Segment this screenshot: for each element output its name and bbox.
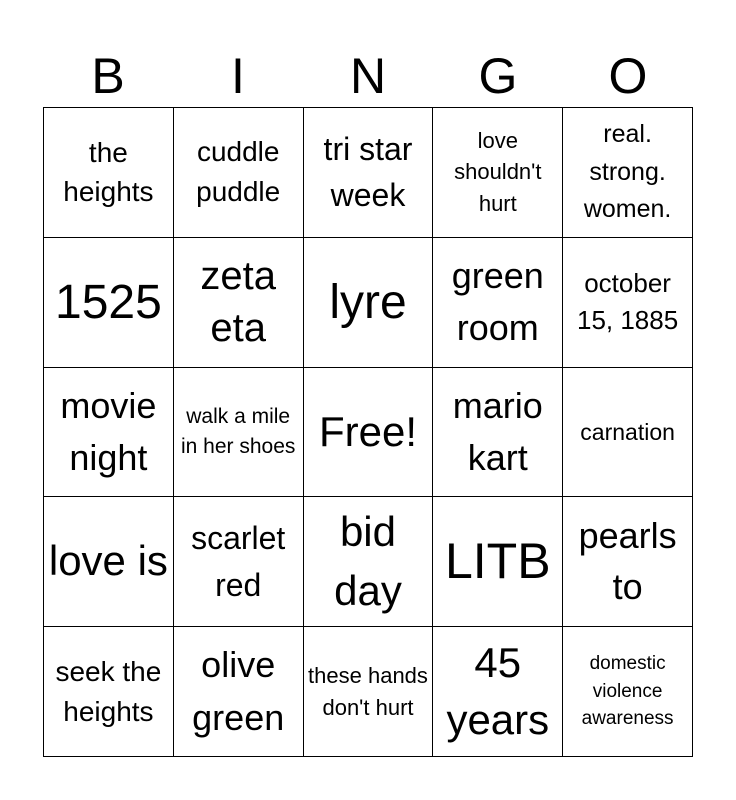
cell-text: real. strong. women. — [583, 120, 672, 224]
cell-text: october 15, 1885 — [576, 267, 679, 336]
bingo-cell[interactable] — [44, 108, 174, 238]
header-letter-b: B — [91, 48, 125, 104]
bingo-board — [43, 107, 693, 757]
bingo-cell[interactable] — [433, 497, 563, 627]
cell-text: love is — [48, 537, 168, 585]
bingo-cell[interactable] — [44, 627, 174, 757]
cell-text: seek the heights — [55, 656, 162, 727]
header-letter-o: O — [608, 48, 648, 104]
bingo-cell[interactable] — [433, 368, 563, 498]
cell-text: these hands don't hurt — [308, 662, 428, 720]
bingo-cell[interactable] — [174, 238, 304, 368]
bingo-cell[interactable] — [304, 368, 434, 498]
bingo-cell[interactable] — [563, 368, 693, 498]
cell-text: carnation — [580, 418, 675, 445]
bingo-cell[interactable] — [304, 627, 434, 757]
bingo-cell[interactable] — [174, 108, 304, 238]
bingo-cell[interactable] — [44, 368, 174, 498]
cell-text: love shouldn't hurt — [454, 127, 542, 217]
header-letter-g: G — [478, 48, 518, 104]
bingo-cell[interactable] — [304, 238, 434, 368]
cell-text: zeta eta — [200, 254, 276, 351]
cell-text: domestic violence awareness — [581, 653, 674, 730]
bingo-cell[interactable] — [304, 497, 434, 627]
cell-text: lyre — [329, 275, 407, 329]
cell-text: 45 years — [446, 638, 550, 743]
cell-text: pearls to — [578, 515, 677, 607]
cell-text: movie night — [60, 384, 157, 478]
cell-text: cuddle puddle — [196, 135, 281, 208]
header-letter-i: I — [231, 48, 245, 104]
bingo-cell[interactable] — [563, 497, 693, 627]
bingo-cell[interactable] — [563, 238, 693, 368]
bingo-cell[interactable] — [433, 108, 563, 238]
bingo-cell[interactable] — [433, 627, 563, 757]
bingo-cell[interactable] — [44, 238, 174, 368]
bingo-header — [43, 44, 693, 108]
bingo-cell[interactable] — [304, 108, 434, 238]
bingo-cell[interactable] — [44, 497, 174, 627]
cell-text: the heights — [63, 137, 154, 208]
bingo-cell[interactable] — [174, 497, 304, 627]
cell-text: bid day — [334, 507, 402, 614]
cell-text: LITB — [444, 533, 551, 590]
cell-text: 1525 — [55, 275, 162, 329]
bingo-cell[interactable] — [563, 108, 693, 238]
cell-text: mario kart — [452, 384, 543, 478]
cell-text: tri star week — [323, 131, 413, 214]
bingo-cell[interactable] — [563, 627, 693, 757]
cell-text: olive green — [192, 644, 285, 738]
cell-text: green room — [451, 255, 544, 349]
cell-text: Free! — [318, 407, 417, 455]
cell-text: walk a mile in her shoes — [180, 404, 296, 458]
bingo-cell[interactable] — [174, 368, 304, 498]
bingo-cell[interactable] — [174, 627, 304, 757]
cell-text: scarlet red — [191, 520, 286, 603]
bingo-cell[interactable] — [433, 238, 563, 368]
header-letter-n: N — [349, 48, 387, 104]
